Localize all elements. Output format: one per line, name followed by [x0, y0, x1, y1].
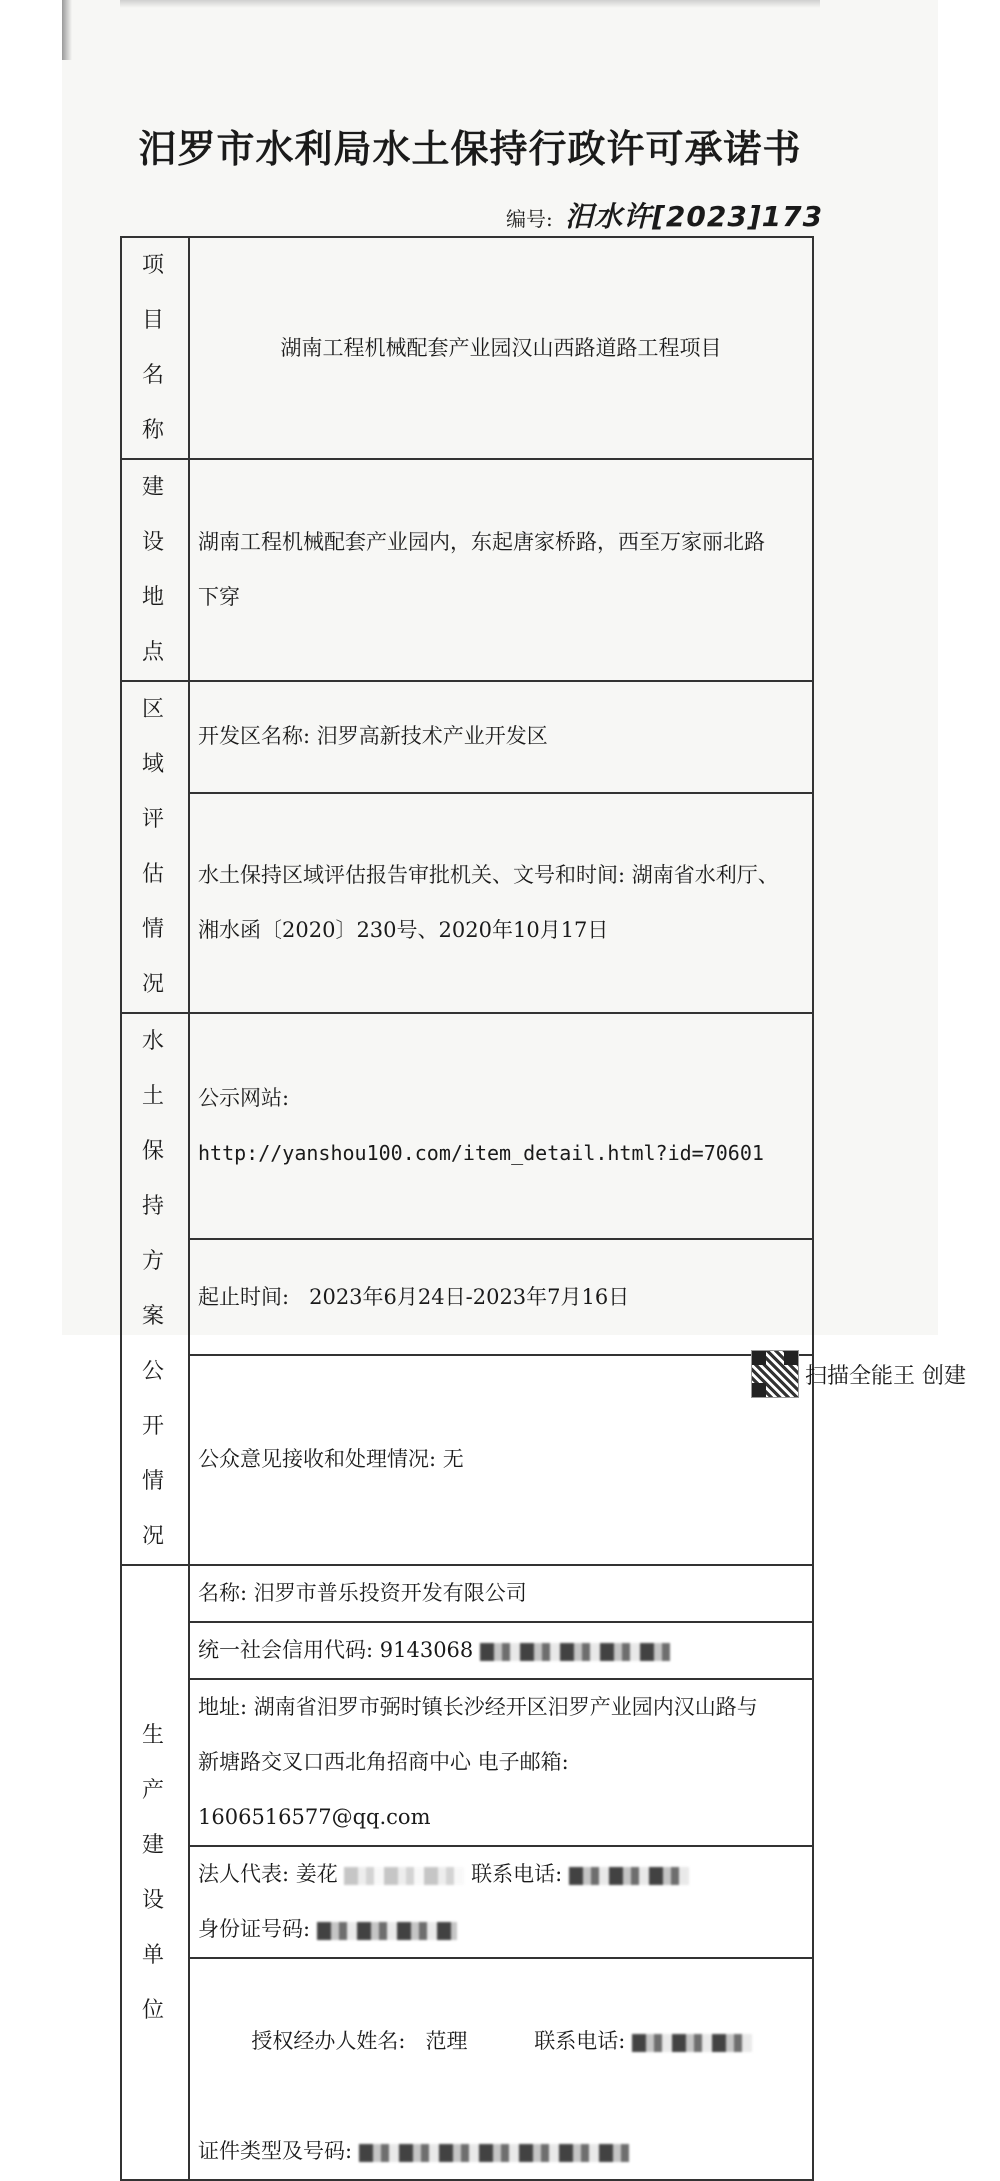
redacted-cert-number: [359, 2144, 629, 2162]
commitment-form-table: [120, 236, 814, 2181]
legal-rep-phone-label: 联系电话:: [471, 1862, 563, 1886]
redacted-mark: [344, 1867, 464, 1885]
website-url: http://yanshou100.com/item_detail.html?id=70601: [198, 1141, 764, 1166]
redacted-credit-code: [480, 1643, 670, 1661]
project-name-value: 湖南工程机械配套产业园汉山西路道路工程项目: [189, 237, 813, 459]
regional-eval-label: 区域 评估 情况: [121, 681, 189, 1013]
unit-agent: [189, 1958, 813, 2180]
zone-name: 开发区名称: 汨罗高新技术产业开发区: [189, 681, 813, 793]
publicity-label: 水土 保持 方案 公开 情况: [121, 1013, 189, 1565]
scanner-watermark: 扫描全能王 创建: [805, 1364, 966, 1389]
public-feedback: 公众意见接收和处理情况: 无: [189, 1355, 813, 1565]
agent-name: 授权经办人姓名: 范理: [251, 2029, 468, 2053]
redacted-agent-phone: [632, 2034, 752, 2052]
unit-credit-code: 统一社会信用代码: 9143068: [189, 1622, 813, 1679]
site-value: 湖南工程机械配套产业园内，东起唐家桥路，西至万家丽北路 下穿: [189, 459, 813, 681]
document-title: 汨罗市水利局水土保持行政许可承诺书: [138, 126, 802, 171]
publicity-period: 起止时间: 2023年6月24日-2023年7月16日: [189, 1239, 813, 1354]
regional-approval: 水土保持区域评估报告审批机关、文号和时间: 湖南省水利厅、 湘水函〔2020〕230号、2020年10月17日: [189, 793, 813, 1013]
scan-edge-shadow: [62, 0, 72, 60]
legal-rep-name: 法人代表: 姜花: [198, 1862, 338, 1886]
unit-label: 生产 建设 单位: [121, 1565, 189, 2180]
redacted-phone: [569, 1867, 689, 1885]
document-number-value: 汨水许[2023]173: [565, 200, 824, 233]
qr-code-icon: [751, 1350, 799, 1398]
document-number: [506, 195, 823, 235]
unit-address: 地址: 湖南省汨罗市弼时镇长沙经开区汨罗产业园内汉山路与 新塘路交叉口西北角招商中心 电子邮箱: 1606516577@qq.com: [189, 1679, 813, 1846]
unit-name: 名称: 汨罗市普乐投资开发有限公司: [189, 1565, 813, 1622]
site-label: 建设 地点: [121, 459, 189, 681]
redacted-id-number: [317, 1922, 457, 1940]
project-name-label: 项目 名称: [121, 237, 189, 459]
agent-phone-label: 联系电话:: [534, 2029, 626, 2053]
cert-label: 证件类型及号码:: [198, 2139, 353, 2163]
website-label: 公示网站:: [198, 1086, 290, 1111]
id-number-label: 身份证号码:: [198, 1917, 311, 1941]
unit-legal-rep: [189, 1846, 813, 1958]
public-website: [189, 1013, 813, 1239]
document-number-label: 编号:: [506, 207, 553, 231]
scan-top-strip: [120, 0, 820, 8]
